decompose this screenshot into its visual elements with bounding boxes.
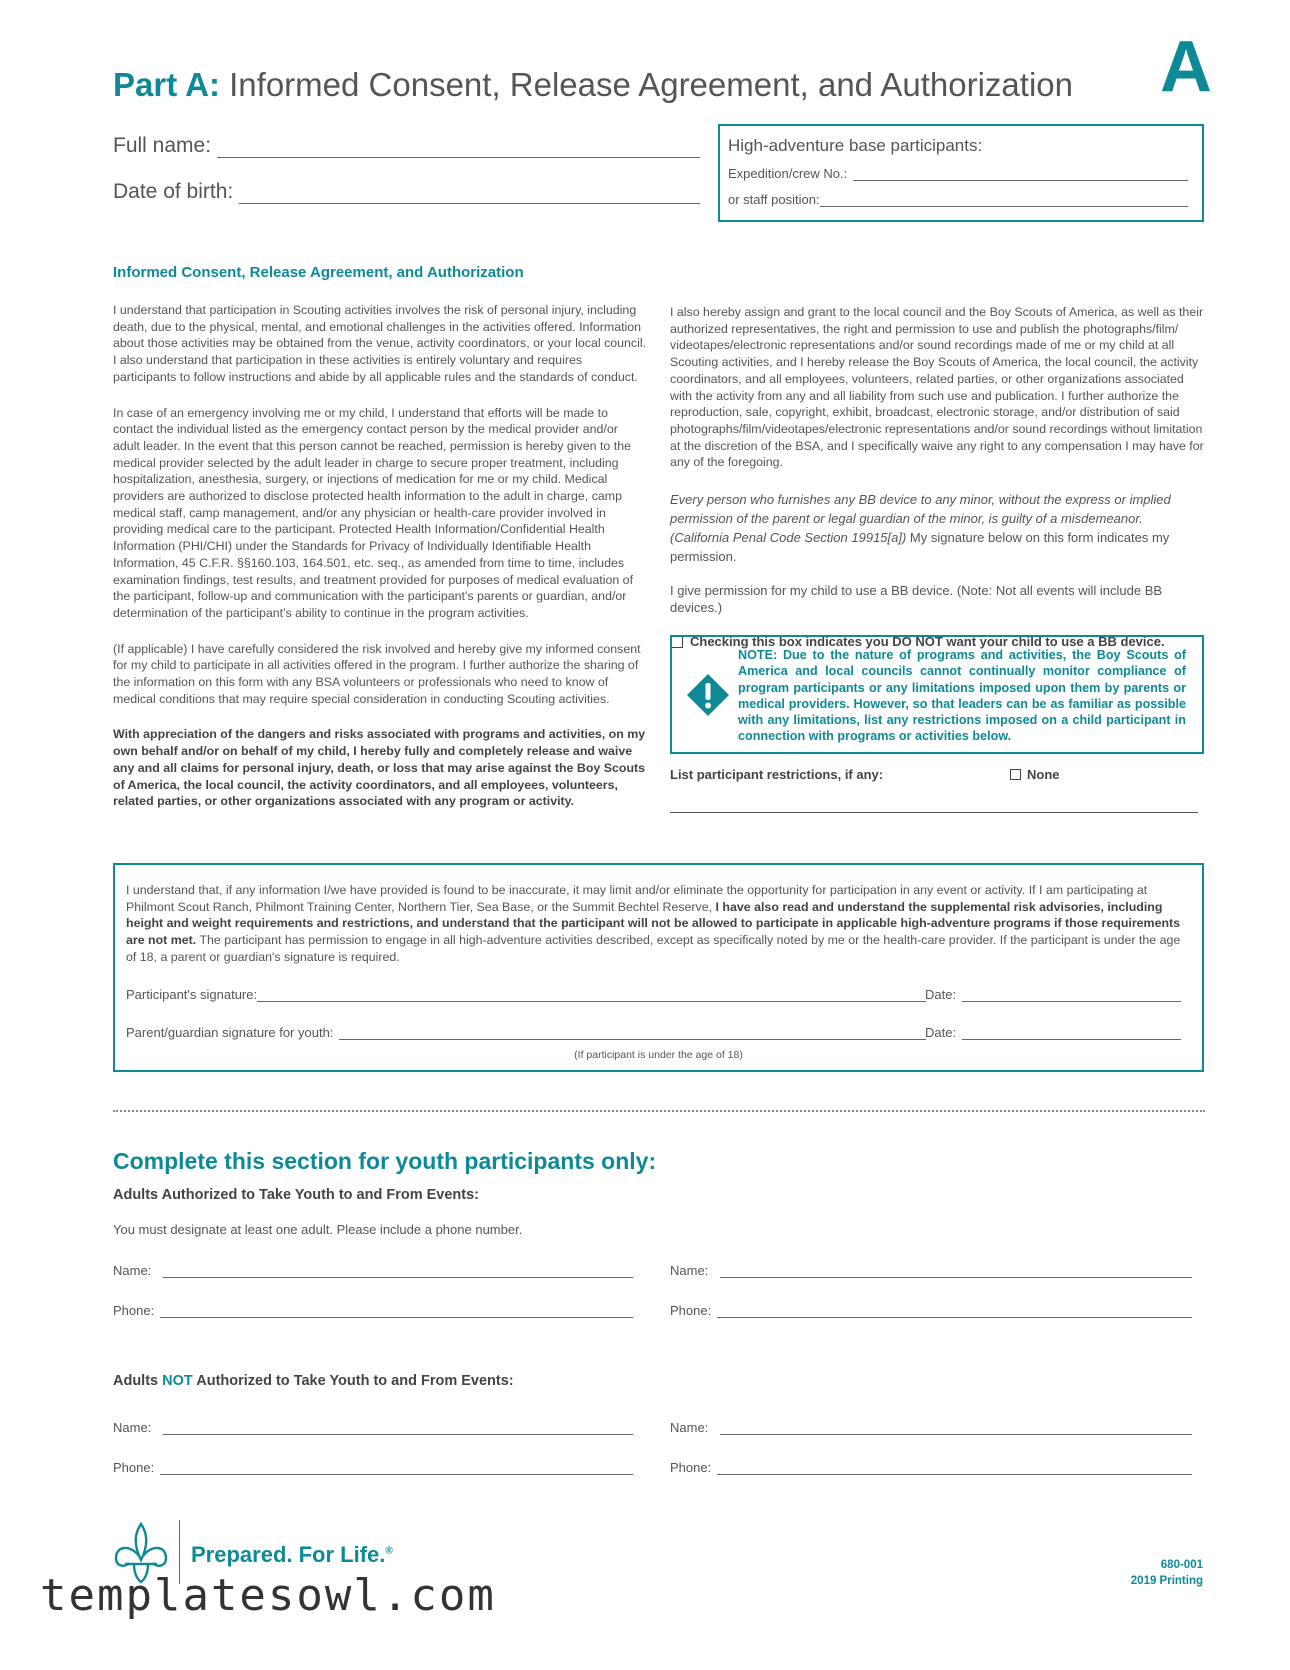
right-column bbox=[670, 304, 1204, 649]
printing-year: 2019 Printing bbox=[1130, 1575, 1203, 1587]
parent-date-label: Date: bbox=[925, 1025, 957, 1040]
staff-position-field[interactable] bbox=[728, 192, 1188, 207]
risk-paragraph: I understand that participation in Scouting activities involves the risk of personal injury, including death, due to the physical, mental, and emotional challenges in the activities offered. Information about those activities may be obtained from the venue, activity coordinators, or your local council. I also understand that participation in these activities is entirely voluntary and requires participants to follow instructions and abide by all applicable rules and the standards of conduct. bbox=[113, 303, 647, 384]
full-name-field[interactable] bbox=[113, 134, 700, 158]
youth-heading: Complete this section for youth participants only: bbox=[113, 1148, 657, 1174]
authorized-heading: Adults Authorized to Take Youth to and From Events: bbox=[113, 1187, 479, 1203]
part-letter: A bbox=[1160, 27, 1212, 107]
parent-signature-field[interactable] bbox=[126, 1025, 926, 1040]
not-authorized-heading: Adults NOT Authorized to Take Youth to and From Events: bbox=[113, 1373, 514, 1389]
parent-date-field[interactable] bbox=[925, 1025, 1181, 1040]
part-label: Part A: bbox=[113, 66, 220, 103]
media-release-paragraph: I also hereby assign and grant to the local council and the Boy Scouts of America, as well as their authorized representatives, the right and permission to use and publish the photographs/film/ videotapes/electronic representations and/or sound recordings made of me or my child at all Scouting activities, and I hereby release the Boy Scouts of America, the local council, the activity coordinators, and all employees, volunteers, related parties, or other organizations associated with the activity from any and all liability from such use and publication. I further authorize the reproduction, sale, copyright, exhibit, broadcast, electronic storage, and/or distribution of said photographs/film/videotapes/electronic representations and/or sound recordings without limitation at the discretion of the BSA, and I specifically waive any right to any compensation I may have for any of the foregoing. bbox=[670, 305, 1204, 470]
release-paragraph: With appreciation of the dangers and risks associated with programs and activities, on my own behalf and/or on behalf of my child, I hereby fully and completely release and waive any and all claims for personal injury, death, or loss that may arise against the Boy Scouts of America, the local council, the activity coordinators, and all employees, volunteers, related parties, or other organizations associated with any program or activity. bbox=[113, 727, 646, 809]
page-title bbox=[113, 66, 1073, 104]
signature-box-text: I understand that, if any information I/we have provided is found to be inaccurate, it may limit and/or eliminate the opportunity for participation in any event or activity. If I am participating at Philmont Scout Ranch, Philmont Training Center, Northern Tier, Sea Base, or the Summit Bechtel Reserve, I have also read and understand the supplemental risk advisories, including height and weight requirements and restrictions, and understand that the participant will not be allowed to participate in applicable high-adventure programs if those requirements are not met. The participant has permission to engage in all high-adventure activities described, except as specifically noted by me or the health-care provider. If the participant is under the age of 18, a parent or guardian's signature is required. bbox=[126, 883, 1181, 964]
participant-date-field[interactable] bbox=[925, 987, 1181, 1002]
participant-date-label: Date: bbox=[925, 987, 957, 1002]
full-name-label: Full name: bbox=[113, 134, 212, 157]
expedition-label: Expedition/crew No.: bbox=[728, 166, 848, 181]
not-authorized-phone-1[interactable]: Phone: bbox=[113, 1460, 633, 1475]
authorized-phone-1[interactable]: Phone: bbox=[113, 1303, 633, 1318]
emergency-paragraph: In case of an emergency involving me or my child, I understand that efforts will be made to contact the individual listed as the emergency contact person by the medical provider and/or adult leader. In the event that this person cannot be reached, permission is hereby given to the medical provider selected by the adult leader in charge to secure proper treatment, including hospitalization, anesthesia, surgery, or injections of medication for me or my child. Medical providers are authorized to disclose protected health information to the adult in charge, camp medical staff, camp management, and/or any physician or health-care provider involved in providing medical care to the participant. Protected Health Information/Confidential Health Information (PHI/CHI) under the Standards for Privacy of Individually Identifiable Health Information, 45 C.F.R. §§160.103, 164.501, etc. seq., as amended from time to time, includes examination findings, test results, and treatment provided for purposes of medical evaluation of the participant, follow-up and communication with the participant's parents or guardian, and/or determination of the participant's ability to continue in the program activities. bbox=[113, 405, 634, 620]
consent-heading: Informed Consent, Release Agreement, and Authorization bbox=[113, 264, 524, 281]
bb-signature-note: My signature below on this form indicates my permission. bbox=[670, 530, 1170, 565]
authorized-name-2[interactable]: Name: bbox=[670, 1263, 1192, 1278]
bb-opt-out-label: Checking this box indicates you DO NOT want your child to use a BB device. bbox=[690, 634, 1165, 650]
watermark: templatesowl.com bbox=[40, 1570, 496, 1621]
tagline: Prepared. For Life.® bbox=[191, 1542, 393, 1567]
bb-law-text: Every person who furnishes any BB device to any minor, without the express or implied permission of the parent or legal guardian of the minor, is guilty of a misdemeanor. (California Penal Code Section 19915[a]) bbox=[670, 492, 1171, 546]
high-adventure-box bbox=[718, 124, 1204, 222]
bb-law-paragraph bbox=[670, 490, 1204, 566]
expedition-field[interactable] bbox=[728, 166, 1188, 181]
high-adventure-title: High-adventure base participants: bbox=[728, 136, 983, 155]
note-text: NOTE: Due to the nature of programs and activities, the Boy Scouts of America and local councils cannot continually monitor compliance of program participants or any limitations imposed upon them by parents or medical providers. However, so that leaders can be as familiar as possible with any limitations, list any restrictions imposed on a child participant in connection with programs or activities below. bbox=[738, 648, 1186, 744]
participant-signature-label: Participant's signature: bbox=[126, 987, 258, 1002]
restrictions-line[interactable] bbox=[670, 812, 1198, 813]
participant-signature-field[interactable] bbox=[126, 987, 926, 1002]
staff-position-label: or staff position: bbox=[728, 192, 820, 207]
age-note: (If participant is under the age of 18) bbox=[574, 1049, 743, 1061]
warning-icon bbox=[686, 673, 730, 717]
not-authorized-name-1[interactable]: Name: bbox=[113, 1420, 633, 1435]
bb-permission-text: I give permission for my child to use a BB device. (Note: Not all events will include BB devices.) bbox=[670, 583, 1163, 615]
restrictions-label: List participant restrictions, if any: bbox=[670, 767, 884, 782]
informed-consent-paragraph: (If applicable) I have carefully considered the risk involved and hereby give my informed consent for my child to participate in all activities offered in the program. I further authorize the sharing of the information on this form with any BSA volunteers or professionals who need to know of medical conditions that may require special consideration in conducting Scouting activities. bbox=[113, 641, 641, 706]
dob-field[interactable] bbox=[113, 180, 700, 204]
none-label: None bbox=[1027, 767, 1060, 782]
form-number: 680-001 bbox=[1160, 1559, 1203, 1571]
parent-signature-label: Parent/guardian signature for youth: bbox=[126, 1025, 334, 1040]
authorized-name-1[interactable]: Name: bbox=[113, 1263, 633, 1278]
left-column bbox=[113, 302, 648, 810]
title-text: Informed Consent, Release Agreement, and Authorization bbox=[229, 66, 1073, 103]
authorized-instruction: You must designate at least one adult. Please include a phone number. bbox=[113, 1222, 523, 1237]
signature-box bbox=[113, 863, 1204, 1072]
dotted-divider bbox=[113, 1110, 1205, 1112]
not-authorized-phone-2[interactable]: Phone: bbox=[670, 1460, 1192, 1475]
authorized-phone-2[interactable]: Phone: bbox=[670, 1303, 1192, 1318]
none-option[interactable] bbox=[1010, 767, 1060, 782]
dob-label: Date of birth: bbox=[113, 180, 234, 203]
none-checkbox[interactable] bbox=[1010, 769, 1021, 780]
not-authorized-name-2[interactable]: Name: bbox=[670, 1420, 1192, 1435]
note-box bbox=[670, 635, 1204, 754]
